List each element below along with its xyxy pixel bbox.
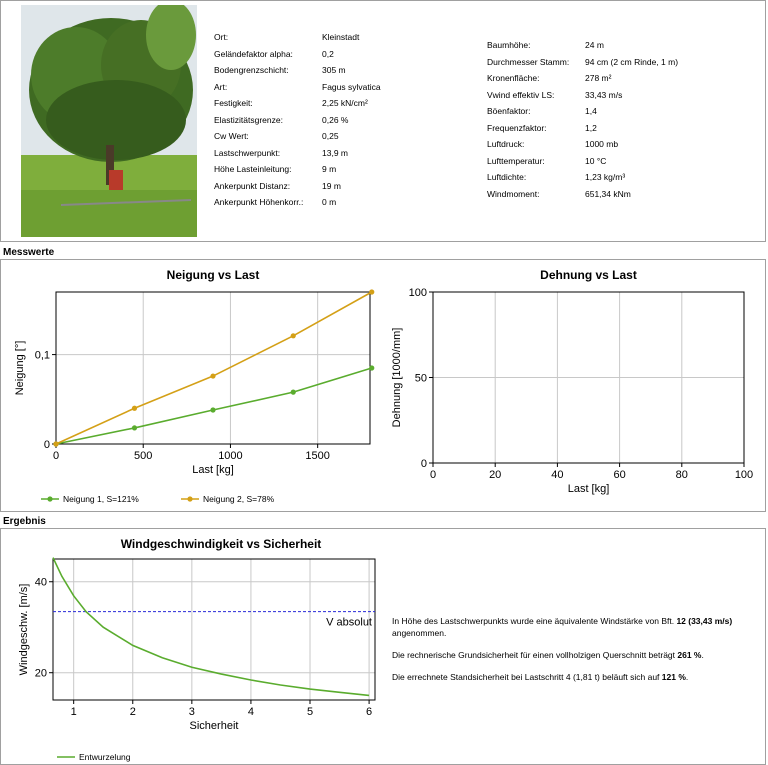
- series-line: [56, 292, 372, 444]
- info-row: [487, 136, 678, 153]
- info-label: Baumhöhe:: [487, 40, 531, 50]
- info-left-list: [214, 29, 381, 211]
- info-label: Vwind effektiv LS:: [487, 89, 555, 100]
- legend-label: Neigung 1, S=121%: [63, 494, 139, 504]
- info-value: 278 m²: [585, 73, 612, 83]
- info-row: [214, 29, 381, 46]
- series-line: [53, 558, 369, 696]
- data-point: [210, 407, 215, 412]
- info-label: Windmoment:: [487, 188, 540, 199]
- info-row: [487, 87, 678, 104]
- x-tick-label: 4: [247, 706, 254, 718]
- info-row: [487, 37, 678, 54]
- info-label: Art:: [214, 81, 228, 92]
- data-point: [132, 406, 137, 411]
- data-point: [369, 289, 374, 294]
- info-row: [487, 120, 678, 137]
- info-row: [487, 153, 678, 170]
- x-axis-label: Last [kg]: [567, 483, 610, 495]
- info-label: Höhe Lasteinleitung:: [214, 164, 292, 174]
- y-tick-label: 0: [420, 458, 427, 470]
- info-row: [214, 95, 381, 112]
- data-point: [210, 373, 215, 378]
- info-label: Böenfaktor:: [487, 106, 531, 116]
- ergebnis-panel: [0, 528, 766, 765]
- section-messwerte: Messwerte: [3, 247, 55, 258]
- info-label: Luftdruck:: [487, 139, 525, 149]
- info-value: 1000 mb: [585, 139, 619, 149]
- y-tick-label: 100: [408, 287, 427, 299]
- info-value: 24 m: [585, 40, 604, 50]
- info-row: [214, 194, 381, 211]
- info-value: 19 m: [322, 180, 341, 191]
- info-value: 0 m: [322, 197, 337, 207]
- info-label: Ankerpunkt Höhenkorr.:: [214, 197, 304, 207]
- result-paragraph-2: Die rechnerische Grundsicherheit für einen vollholzigen Querschnitt beträgt 261 %.: [392, 650, 704, 660]
- info-row: [214, 178, 381, 195]
- legend-label: Entwurzelung: [79, 752, 131, 762]
- legend-marker: [47, 496, 52, 501]
- info-label: Ort:: [214, 32, 229, 42]
- x-tick-label: 2: [129, 706, 136, 718]
- info-row: [214, 145, 381, 162]
- series-line: [56, 368, 372, 444]
- x-tick-label: 20: [489, 469, 502, 481]
- info-value: 0,26 %: [322, 114, 349, 125]
- x-tick-label: 500: [134, 450, 153, 462]
- data-point: [291, 390, 296, 395]
- info-label: Festigkeit:: [214, 98, 253, 108]
- info-value: 1,4: [585, 106, 597, 116]
- info-value: 305 m: [322, 65, 346, 75]
- info-value: 13,9 m: [322, 147, 348, 158]
- result-paragraph-1: In Höhe des Lastschwerpunkts wurde eine äquivalente Windstärke von Bft. 12 (33,43 m/s) angenommen.: [392, 616, 733, 638]
- info-value: 0,25: [322, 131, 339, 141]
- info-row: [214, 79, 381, 96]
- x-tick-label: 3: [188, 706, 195, 718]
- info-row: [487, 70, 678, 87]
- info-value: 1,2: [585, 122, 597, 133]
- chart-neigung-vs-last: [1, 260, 381, 511]
- chart-title: Dehnung vs Last: [540, 268, 637, 282]
- info-label: Luftdichte:: [487, 172, 527, 182]
- info-label: Cw Wert:: [214, 131, 249, 141]
- x-tick-label: 0: [429, 469, 437, 481]
- tree-photo: [21, 5, 197, 237]
- info-value: 33,43 m/s: [585, 89, 623, 100]
- info-label: Elastizitätsgrenze:: [214, 114, 283, 125]
- plot-frame: [56, 292, 370, 444]
- info-panel: [0, 0, 766, 242]
- x-axis-label: Sicherheit: [189, 720, 239, 732]
- info-value: 10 °C: [585, 155, 607, 166]
- y-tick-label: 40: [34, 576, 47, 589]
- data-point: [369, 365, 374, 370]
- data-point: [132, 425, 137, 430]
- info-label: Bodengrenzschicht:: [214, 65, 289, 75]
- info-row: [214, 128, 381, 145]
- info-value: 651,34 kNm: [585, 188, 631, 199]
- info-right-list: [487, 37, 678, 202]
- info-value: 94 cm (2 cm Rinde, 1 m): [585, 56, 679, 67]
- info-value: Fagus sylvatica: [322, 81, 381, 92]
- messwerte-panel: [0, 259, 766, 512]
- info-row: [214, 62, 381, 79]
- reference-line-label: V absolut: [326, 616, 372, 629]
- info-label: Geländefaktor alpha:: [214, 48, 293, 59]
- y-axis-label: Windgeschw. [m/s]: [18, 583, 30, 676]
- info-row: [487, 103, 678, 120]
- x-tick-label: 40: [551, 469, 564, 481]
- result-text: [392, 615, 762, 693]
- info-value: Kleinstadt: [322, 32, 360, 42]
- info-label: Durchmesser Stamm:: [487, 56, 570, 67]
- info-value: 0,2: [322, 48, 334, 59]
- legend-label: Neigung 2, S=78%: [203, 494, 275, 504]
- x-tick-label: 1500: [305, 450, 330, 462]
- y-axis-label: Dehnung [1000/mm]: [391, 327, 403, 428]
- chart-windgeschwindigkeit-vs-sicherheit: [1, 529, 386, 764]
- x-tick-label: 1000: [218, 450, 243, 462]
- info-value: 1,23 kg/m³: [585, 172, 626, 182]
- info-row: [214, 161, 381, 178]
- info-label: Lastschwerpunkt:: [214, 147, 281, 158]
- info-row: [214, 112, 381, 129]
- section-ergebnis: Ergebnis: [3, 516, 46, 527]
- chart-dehnung-vs-last: [381, 260, 765, 511]
- info-value: 2,25 kN/cm²: [322, 98, 368, 108]
- info-row: [487, 186, 678, 203]
- x-tick-label: 5: [306, 706, 314, 718]
- y-tick-label: 50: [414, 372, 427, 385]
- info-label: Frequenzfaktor:: [487, 122, 547, 133]
- result-paragraph-3: Die errechnete Standsicherheit bei Lastschritt 4 (1,81 t) beläuft sich auf 121 %.: [392, 672, 689, 682]
- x-tick-label: 100: [734, 469, 754, 481]
- x-tick-label: 60: [613, 469, 626, 481]
- data-point: [291, 333, 296, 338]
- y-tick-label: 0: [43, 439, 50, 451]
- x-tick-label: 1: [70, 706, 77, 718]
- x-tick-label: 80: [675, 469, 688, 481]
- x-axis-label: Last [kg]: [192, 464, 234, 476]
- plot-frame: [53, 559, 375, 700]
- info-label: Ankerpunkt Distanz:: [214, 180, 291, 191]
- legend-marker: [187, 496, 192, 501]
- info-value: 9 m: [322, 164, 337, 174]
- info-row: [487, 54, 678, 71]
- info-label: Kronenfläche:: [487, 73, 540, 83]
- chart-title: Neigung vs Last: [166, 268, 260, 282]
- info-row: [214, 46, 381, 63]
- chart-title: Windgeschwindigkeit vs Sicherheit: [120, 537, 322, 551]
- y-axis-label: Neigung [°]: [14, 340, 26, 396]
- x-tick-label: 0: [52, 450, 60, 462]
- y-tick-label: 0,1: [34, 349, 50, 362]
- info-row: [487, 169, 678, 186]
- y-tick-label: 20: [34, 667, 47, 680]
- x-tick-label: 6: [366, 706, 373, 718]
- data-point: [53, 441, 58, 446]
- info-label: Lufttemperatur:: [487, 155, 545, 166]
